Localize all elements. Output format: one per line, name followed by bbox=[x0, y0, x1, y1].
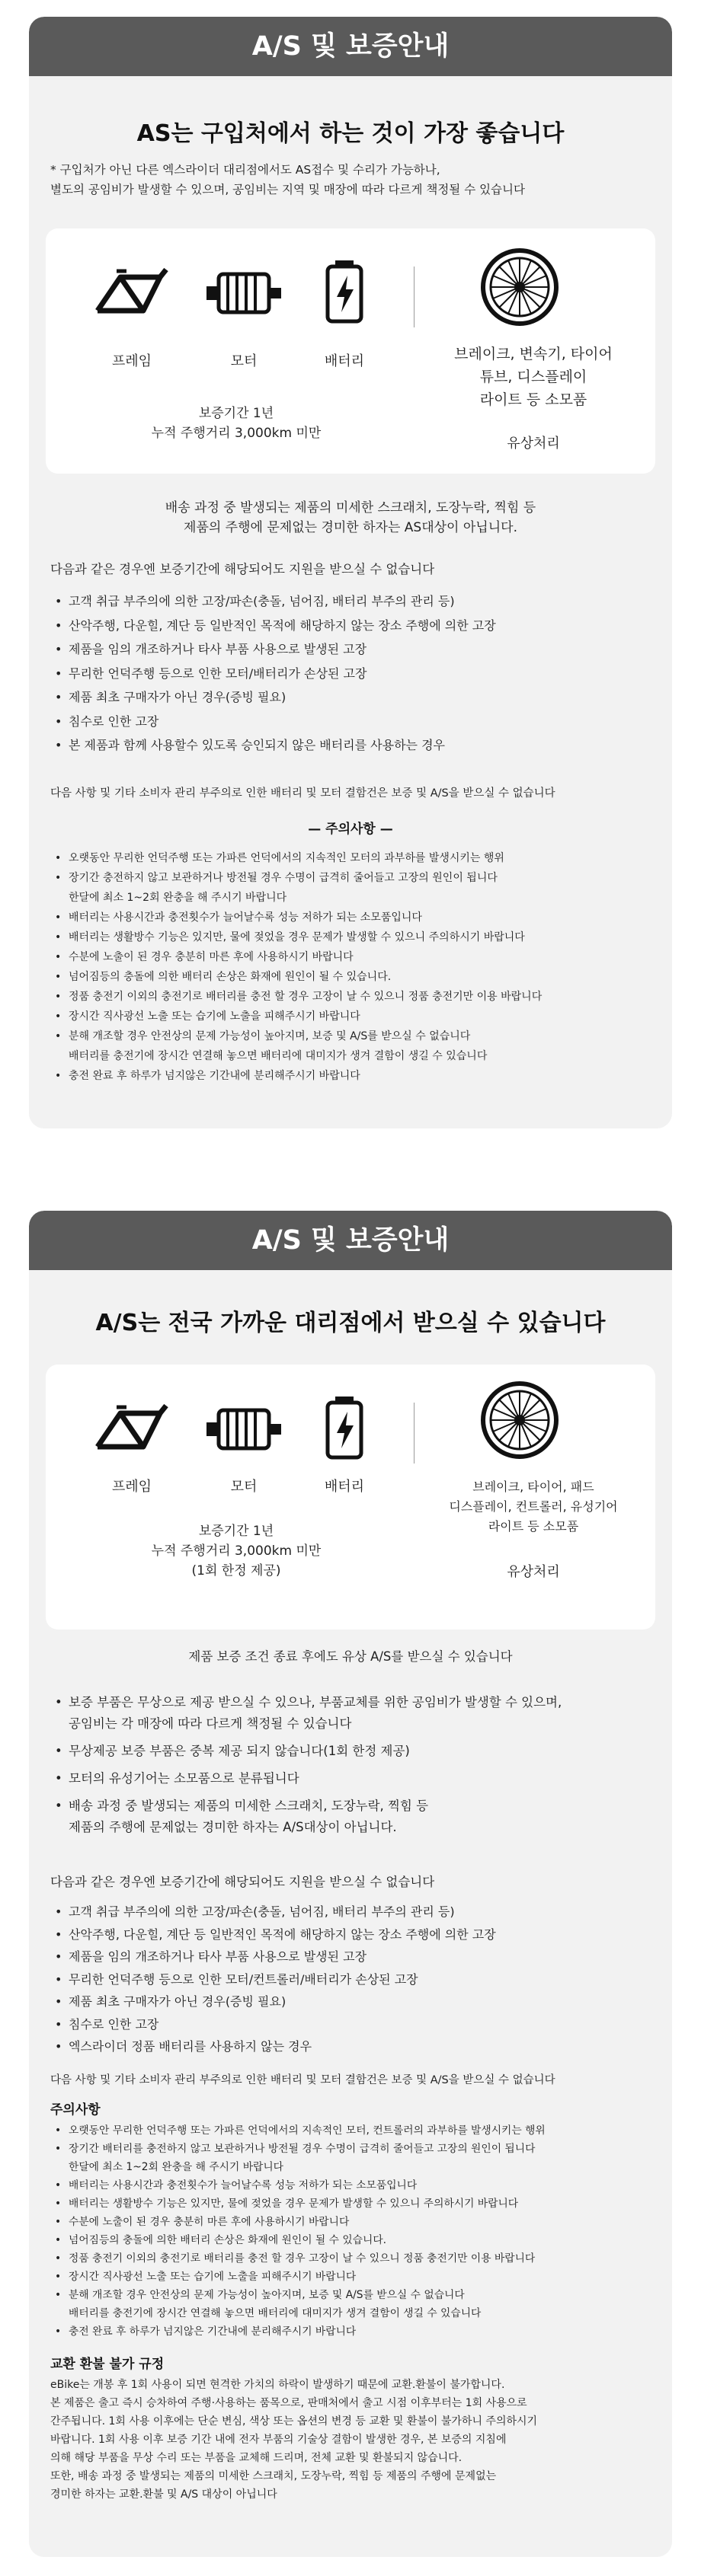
list-item: • 산악주행, 다운힐, 계단 등 일반적인 목적에 해당하지 않는 장소 주행에 의한 고장 bbox=[52, 614, 657, 638]
card-2-not-covered-list bbox=[52, 1901, 657, 2058]
list-item: • 침수로 인한 고장 bbox=[52, 2013, 657, 2036]
list-item: • 산악주행, 다운힐, 계단 등 일반적인 목적에 해당하지 않는 장소 주행에 의한 고장 bbox=[52, 1923, 657, 1946]
caution-item: • 넘어짐등의 충돌에 의한 배터리 손상은 화재에 원인이 될 수 있습니다. bbox=[52, 2231, 661, 2249]
caution-item: • 수분에 노출이 된 경우 충분히 마른 후에 사용하시기 바랍니다 bbox=[52, 947, 660, 967]
warning-item: • 배송 과정 중 발생되는 제품의 미세한 스크래치, 도장누락, 찍힘 등 제품의 주행에 문제없는 경미한 하자는 A/S대상이 아닙니다. bbox=[52, 1796, 657, 1838]
caution-item: • 장기간 충전하지 않고 보관하거나 방전될 경우 수명이 급격히 줄어들고 고장의 원인이 됩니다 한달에 최소 1~2회 완충을 해 주시기 바랍니다 bbox=[52, 868, 660, 908]
consumables-line-3: 라이트 등 소모품 bbox=[488, 1519, 579, 1534]
caution-item: • 수분에 노출이 된 경우 충분히 마른 후에 사용하시기 바랍니다 bbox=[52, 2213, 661, 2231]
battery-label: 배터리 bbox=[324, 353, 365, 369]
warning-item: • 보증 부품은 무상으로 제공 받으실 수 있으나, 부품교체를 위한 공임비가 발생할 수 있으며, 공임비는 각 매장에 따라 다르게 책정될 수 있습니다 bbox=[52, 1692, 657, 1735]
warranty-label bbox=[91, 404, 381, 443]
exchange-line: 바랍니다. 1회 사용 이후 보증 기간 내에 전자 부품의 기술상 결함이 발생한 경우, 본 보증의 지침에 bbox=[50, 2434, 507, 2446]
caution-item: • 정품 충전기 이외의 충전기로 배터리를 충전 할 경우 고장이 날 수 있으니 정품 충전기만 이용 바랍니다 bbox=[52, 987, 660, 1007]
frame-label: 프레임 bbox=[111, 1479, 152, 1495]
exchange-line: 경미한 하자는 교환.환불 및 A/S 대상이 아닙니다 bbox=[50, 2488, 277, 2501]
motor-icon bbox=[202, 1401, 286, 1458]
card-2-title: A/S 및 보증안내 bbox=[29, 1211, 672, 1270]
list-item: • 무리한 언덕주행 등으로 인한 모터/컨트롤러/배터리가 손상된 고장 bbox=[52, 1968, 657, 1991]
card-1-center-note-line-2: 제품의 주행에 문제없는 경미한 하자는 AS대상이 아닙니다. bbox=[184, 520, 517, 535]
warning-item: • 무상제공 보증 부품은 중복 제공 되지 않습니다(1회 한정 제공) bbox=[52, 1741, 657, 1762]
card-2-caution-title: 주의사항 bbox=[50, 2102, 101, 2118]
warranty-line-2: 누적 주행거리 3,000km 미만 bbox=[151, 1543, 322, 1559]
list-item: • 제품을 임의 개조하거나 타사 부품 사용으로 발생된 고장 bbox=[52, 637, 657, 662]
caution-item: • 배터리는 사용시간과 충전횟수가 늘어날수록 성능 저하가 되는 소모품입니다 bbox=[52, 2176, 661, 2195]
card-1-intro-line-2: 별도의 공임비가 발생할 수 있으며, 공임비는 지역 및 매장에 따라 다르게 책정될 수 있습니다 bbox=[50, 183, 525, 196]
card-2-not-covered-title: 다음과 같은 경우엔 보증기간에 해당되어도 지원을 받으실 수 없습니다 bbox=[50, 1875, 435, 1889]
warranty-line-1: 보증기간 1년 bbox=[198, 1524, 274, 1539]
caution-item: • 배터리는 사용시간과 충전횟수가 늘어날수록 성능 저하가 되는 소모품입니다 bbox=[52, 908, 660, 927]
motor-label: 모터 bbox=[230, 353, 258, 369]
icon-divider bbox=[414, 1403, 415, 1464]
card-1-other-note: 다음 사항 및 기타 소비자 관리 부주의로 인한 배터리 및 모터 결함건은 보증 및 A/S을 받으실 수 없습니다 bbox=[50, 787, 555, 800]
as-card-2 bbox=[29, 1211, 672, 2557]
caution-item: • 넘어짐등의 충돌에 의한 배터리 손상은 화재에 원인이 될 수 있습니다. bbox=[52, 967, 660, 987]
card-1-icon-panel bbox=[46, 228, 655, 474]
list-item: • 제품을 임의 개조하거나 타사 부품 사용으로 발생된 고장 bbox=[52, 1946, 657, 1968]
card-1-intro bbox=[50, 160, 657, 200]
list-item: • 침수로 인한 고장 bbox=[52, 710, 657, 734]
consumables-line-1: 브레이크, 변속기, 타이어 bbox=[454, 346, 613, 362]
battery-icon bbox=[314, 1393, 375, 1462]
list-item: • 본 제품과 함께 사용할수 있도록 승인되지 않은 배터리를 사용하는 경우 bbox=[52, 733, 657, 758]
battery-label: 배터리 bbox=[324, 1479, 365, 1495]
warranty-line-2: 누적 주행거리 3,000km 미만 bbox=[151, 426, 322, 441]
card-2-headline: A/S는 전국 가까운 대리점에서 받으실 수 있습니다 bbox=[95, 1310, 606, 1336]
paid-label: 유상처리 bbox=[507, 436, 560, 452]
list-item: • 무리한 언덕주행 등으로 인한 모터/배터리가 손상된 고장 bbox=[52, 662, 657, 686]
card-2-exchange-title: 교환 환불 불가 규정 bbox=[50, 2357, 165, 2372]
caution-item: • 장시간 직사광선 노출 또는 습기에 노출을 피해주시기 바랍니다 bbox=[52, 1007, 660, 1026]
consumables-line-2: 튜브, 디스플레이 bbox=[479, 369, 587, 385]
motor-icon bbox=[202, 265, 286, 322]
exchange-line: eBike는 개봉 후 1회 사용이 되면 현격한 가치의 하락이 발생하기 때문에 교환.환불이 불가합니다. bbox=[50, 2379, 505, 2391]
caution-item: • 배터리는 생활방수 기능은 있지만, 물에 젖었을 경우 문제가 발생할 수 있으니 주의하시기 바랍니다 bbox=[52, 927, 660, 947]
card-1-center-note-line-1: 배송 과정 중 발생되는 제품의 미세한 스크래치, 도장누락, 찍힘 등 bbox=[165, 500, 536, 516]
caution-item: • 분해 개조할 경우 안전상의 문제 가능성이 높아지며, 보증 및 A/S를 받으실 수 없습니다 배터리를 충전기에 장시간 연결해 놓으면 배터리에 대미지가 생겨 결함이 생길 수 있습니다 bbox=[52, 1026, 660, 1066]
as-card-1 bbox=[29, 17, 672, 1128]
caution-item: • 장기간 배터리를 충전하지 않고 보관하거나 방전될 경우 수명이 급격히 줄어들고 고장의 원인이 됩니다 한달에 최소 1~2회 완충을 해 주시기 바랍니다 bbox=[52, 2140, 661, 2176]
card-1-center-note bbox=[29, 498, 672, 538]
wheel-icon bbox=[478, 245, 562, 329]
exchange-line: 본 제품은 출고 즉시 승차하여 주행·사용하는 품목으로, 판매처에서 출고 시점 이후부터는 1회 사용으로 bbox=[50, 2397, 527, 2409]
consumables-label bbox=[427, 343, 640, 411]
caution-item: • 장시간 직사광선 노출 또는 습기에 노출을 피해주시기 바랍니다 bbox=[52, 2268, 661, 2286]
list-item: • 엑스라이더 정품 배터리를 사용하지 않는 경우 bbox=[52, 2035, 657, 2058]
caution-item: • 정품 충전기 이외의 충전기로 배터리를 충전 할 경우 고장이 날 수 있으니 정품 충전기만 이용 바랍니다 bbox=[52, 2249, 661, 2268]
consumables-line-3: 라이트 등 소모품 bbox=[479, 391, 587, 408]
card-1-caution-title: — 주의사항 — bbox=[308, 822, 393, 837]
caution-item: • 배터리는 생활방수 기능은 있지만, 물에 젖었을 경우 문제가 발생할 수 있으니 주의하시기 바랍니다 bbox=[52, 2195, 661, 2213]
card-2-warning-list bbox=[52, 1692, 657, 1838]
paid-label: 유상처리 bbox=[507, 1564, 560, 1580]
card-2-exchange-text bbox=[50, 2376, 660, 2504]
consumables-label bbox=[419, 1477, 648, 1537]
card-2-other-note: 다음 사항 및 기타 소비자 관리 부주의로 인한 배터리 및 모터 결함건은 보증 및 A/S을 받으실 수 없습니다 bbox=[50, 2074, 555, 2086]
caution-item: • 오랫동안 무리한 언덕주행 또는 가파른 언덕에서의 지속적인 모터, 컨트롤러의 과부하를 발생시키는 행위 bbox=[52, 2121, 661, 2140]
card-1-not-covered-list bbox=[52, 589, 657, 758]
list-item: • 제품 최초 구매자가 아닌 경우(증빙 필요) bbox=[52, 1990, 657, 2013]
card-2-caution-list bbox=[52, 2121, 661, 2341]
list-item: • 제품 최초 구매자가 아닌 경우(증빙 필요) bbox=[52, 685, 657, 710]
card-2-icon-panel bbox=[46, 1365, 655, 1630]
exchange-line: 의해 해당 부품을 무상 수리 또는 부품을 교체해 드리며, 전체 교환 및 환불되지 않습니다. bbox=[50, 2452, 463, 2464]
caution-item: • 분해 개조할 경우 안전상의 문제 가능성이 높아지며, 보증 및 A/S를 받으실 수 없습니다 배터리를 충전기에 장시간 연결해 놓으면 배터리에 대미지가 생겨 결함이 생길 수 있습니다 bbox=[52, 2286, 661, 2322]
exchange-line: 또한, 배송 과정 중 발생되는 제품의 미세한 스크래치, 도장누락, 찍힘 등 제품의 주행에 문제없는 bbox=[50, 2470, 497, 2482]
card-1-not-covered-title: 다음과 같은 경우엔 보증기간에 해당되어도 지원을 받으실 수 없습니다 bbox=[50, 562, 435, 576]
warranty-label bbox=[91, 1521, 381, 1581]
card-1-caution-list bbox=[52, 848, 660, 1086]
list-item: • 고객 취급 부주의에 의한 고장/파손(충돌, 넘어짐, 배터리 부주의 관리 등) bbox=[52, 1901, 657, 1923]
bicycle-frame-icon bbox=[90, 1403, 174, 1456]
motor-label: 모터 bbox=[230, 1479, 258, 1495]
warranty-line-1: 보증기간 1년 bbox=[198, 406, 274, 421]
warranty-line-3: (1회 한정 제공) bbox=[191, 1563, 281, 1578]
exchange-line: 간주됩니다. 1회 사용 이후에는 단순 변심, 색상 또는 옵션의 변경 등 교환 및 환불이 불가하니 주의하시기 bbox=[50, 2415, 538, 2428]
consumables-line-2: 디스플레이, 컨트롤러, 유성기어 bbox=[449, 1499, 618, 1514]
caution-item: • 오랫동안 무리한 언덕주행 또는 가파른 언덕에서의 지속적인 모터의 과부하를 발생시키는 행위 bbox=[52, 848, 660, 868]
consumables-line-1: 브레이크, 타이어, 패드 bbox=[472, 1480, 594, 1494]
warning-item: • 모터의 유성기어는 소모품으로 분류됩니다 bbox=[52, 1768, 657, 1789]
card-2-center-note: 제품 보증 조건 종료 후에도 유상 A/S를 받으실 수 있습니다 bbox=[188, 1649, 513, 1664]
battery-icon bbox=[314, 257, 375, 326]
caution-item: • 충전 완료 후 하루가 넘지않은 기간내에 분리해주시기 바랍니다 bbox=[52, 2322, 661, 2341]
bicycle-frame-icon bbox=[90, 267, 174, 320]
wheel-icon bbox=[478, 1378, 562, 1462]
list-item: • 고객 취급 부주의에 의한 고장/파손(충돌, 넘어짐, 배터리 부주의 관리 등) bbox=[52, 589, 657, 614]
frame-label: 프레임 bbox=[111, 353, 152, 369]
icon-divider bbox=[414, 267, 415, 327]
card-1-title: A/S 및 보증안내 bbox=[29, 17, 672, 76]
card-1-intro-line-1: * 구입처가 아닌 다른 엑스라이더 대리점에서도 AS접수 및 수리가 가능하나, bbox=[50, 163, 440, 177]
card-1-headline: AS는 구입처에서 하는 것이 가장 좋습니다 bbox=[136, 120, 565, 147]
caution-item: • 충전 완료 후 하루가 넘지않은 기간내에 분리해주시기 바랍니다 bbox=[52, 1066, 660, 1086]
